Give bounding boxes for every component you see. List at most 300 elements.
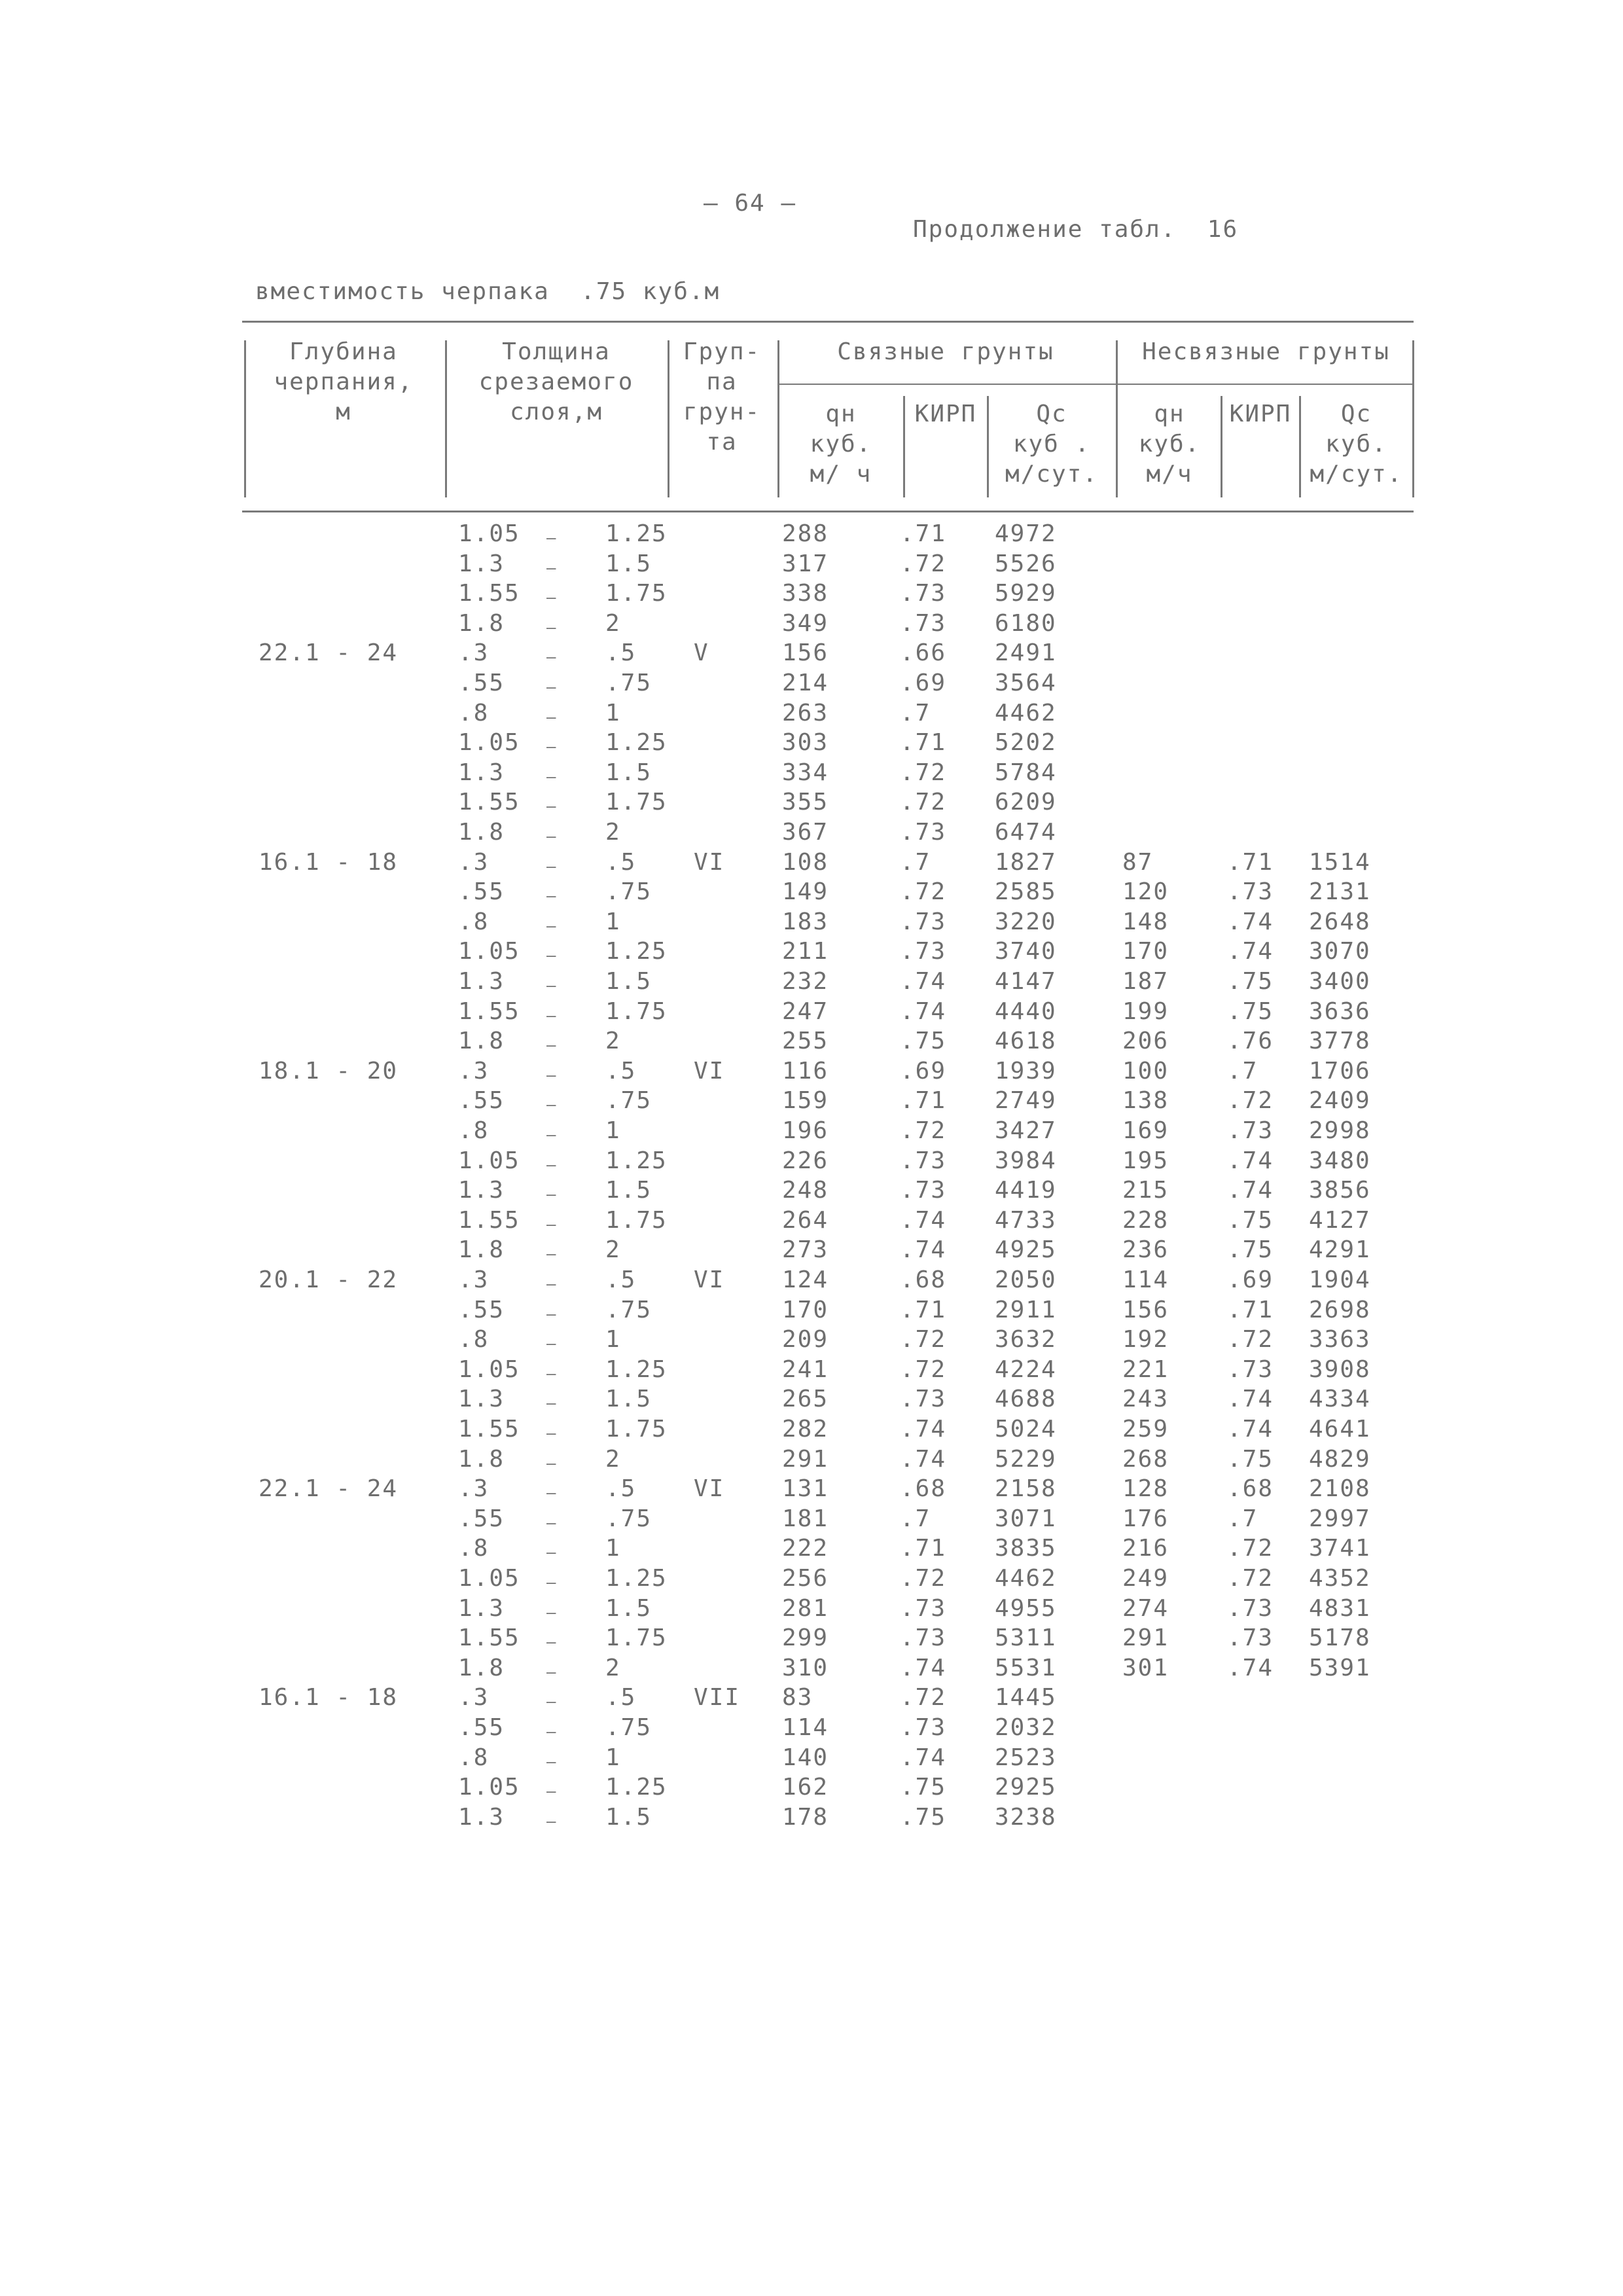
thickness-from-cell: .8 — [458, 699, 490, 726]
qc-cell: 2925 — [995, 1774, 1057, 1801]
soil-group-cell: VI — [694, 848, 725, 876]
soil-group-cell: VI — [694, 1475, 725, 1503]
qc-cell: 5784 — [995, 759, 1057, 786]
thickness-from-cell: .55 — [458, 1714, 505, 1741]
soil-group-cell: VI — [694, 1057, 725, 1085]
range-dash: — — [546, 946, 558, 965]
thickness-to-cell: .5 — [605, 1266, 637, 1293]
thickness-to-cell: 1.5 — [605, 759, 652, 786]
kirp-noncohesive-cell: .74 — [1227, 1654, 1274, 1681]
thickness-from-cell: .3 — [458, 1057, 490, 1085]
depth-cell: 20.1 - 22 — [259, 1266, 399, 1293]
range-dash: — — [546, 618, 558, 637]
kirp-noncohesive-cell: .72 — [1227, 1087, 1274, 1115]
range-dash: — — [546, 1573, 558, 1592]
kirp-cell: .71 — [900, 1296, 947, 1323]
thickness-to-cell: 2 — [605, 1445, 621, 1473]
qc-cell: 6180 — [995, 609, 1057, 637]
thickness-to-cell: 1.25 — [605, 1355, 668, 1383]
kirp-noncohesive-cell: .71 — [1227, 1296, 1274, 1323]
qh-cell: 273 — [782, 1236, 829, 1264]
thickness-to-cell: 1.75 — [605, 997, 668, 1025]
qc-noncohesive-cell: 4334 — [1309, 1386, 1371, 1413]
qc-noncohesive-cell: 4831 — [1309, 1594, 1371, 1622]
header-divider — [903, 396, 905, 497]
qh-cell: 288 — [782, 520, 829, 547]
qh-cell: 131 — [782, 1475, 829, 1503]
header-bottom-rule — [242, 511, 1414, 512]
thickness-from-cell: 1.55 — [458, 1206, 520, 1234]
thickness-from-cell: 1.05 — [458, 1355, 520, 1383]
thickness-to-cell: 1.75 — [605, 1624, 668, 1652]
qh-cell: 299 — [782, 1624, 829, 1652]
range-dash: — — [546, 1335, 558, 1354]
header-divider — [1412, 340, 1414, 497]
thickness-from-cell: 1.3 — [458, 1803, 505, 1831]
qh-noncohesive-cell: 187 — [1122, 968, 1169, 995]
kirp-noncohesive-cell: .74 — [1227, 1147, 1274, 1174]
thickness-to-cell: .75 — [605, 670, 652, 696]
qh-noncohesive-cell: 259 — [1122, 1416, 1169, 1443]
qc-cell: 1939 — [995, 1057, 1057, 1085]
range-dash: — — [546, 588, 558, 607]
header-divider — [1299, 396, 1301, 497]
qc-cell: 4147 — [995, 968, 1057, 995]
range-dash: — — [546, 1304, 558, 1323]
qh-noncohesive-cell: 221 — [1122, 1355, 1169, 1383]
kirp-cell: .69 — [900, 1057, 947, 1085]
qh-cell: 255 — [782, 1028, 829, 1055]
thickness-to-cell: 1.5 — [605, 1594, 652, 1622]
header-divider — [244, 340, 246, 497]
qc-noncohesive-cell: 1514 — [1309, 848, 1371, 876]
thickness-from-cell: 1.8 — [458, 1236, 505, 1264]
thickness-from-cell: .55 — [458, 1505, 505, 1532]
qh-noncohesive-cell: 87 — [1122, 848, 1154, 876]
header-noncohesive-soils: Несвязные грунты — [1142, 338, 1390, 365]
kirp-cell: .68 — [900, 1266, 947, 1293]
qc-noncohesive-cell: 4127 — [1309, 1206, 1371, 1234]
range-dash: — — [546, 797, 558, 816]
qh-noncohesive-cell: 176 — [1122, 1505, 1169, 1532]
qh-cell: 282 — [782, 1416, 829, 1443]
range-dash: — — [546, 1752, 558, 1771]
kirp-cell: .72 — [900, 1565, 947, 1592]
thickness-to-cell: .5 — [605, 848, 637, 876]
qc-cell: 4462 — [995, 1565, 1057, 1592]
qh-noncohesive-cell: 195 — [1122, 1147, 1169, 1174]
qh-noncohesive-cell: 148 — [1122, 908, 1169, 935]
qh-cell: 114 — [782, 1714, 829, 1741]
range-dash: — — [546, 1723, 558, 1741]
thickness-from-cell: 1.05 — [458, 1774, 520, 1801]
range-dash: — — [546, 1006, 558, 1025]
kirp-cell: .72 — [900, 878, 947, 906]
depth-cell: 22.1 - 24 — [259, 639, 399, 667]
kirp-cell: .73 — [900, 819, 947, 846]
qc-cell: 5229 — [995, 1445, 1057, 1473]
qh-cell: 263 — [782, 699, 829, 726]
kirp-cell: .74 — [900, 1206, 947, 1234]
qh-cell: 303 — [782, 729, 829, 757]
header-kirp-noncohesive: КИРП — [1229, 401, 1292, 427]
qh-noncohesive-cell: 114 — [1122, 1266, 1169, 1293]
kirp-cell: .73 — [900, 580, 947, 607]
kirp-cell: .66 — [900, 639, 947, 667]
range-dash: — — [546, 977, 558, 995]
qh-cell: 226 — [782, 1147, 829, 1174]
kirp-cell: .71 — [900, 1535, 947, 1562]
header-divider — [1221, 396, 1222, 497]
qh-cell: 281 — [782, 1594, 829, 1622]
qc-cell: 3427 — [995, 1117, 1057, 1144]
kirp-cell: .7 — [900, 848, 931, 876]
thickness-to-cell: 2 — [605, 609, 621, 637]
range-dash: — — [546, 1603, 558, 1622]
qh-cell: 170 — [782, 1296, 829, 1323]
thickness-to-cell: .5 — [605, 639, 637, 667]
thickness-from-cell: .8 — [458, 1326, 490, 1354]
kirp-cell: .73 — [900, 938, 947, 965]
qh-cell: 264 — [782, 1206, 829, 1234]
thickness-from-cell: 1.3 — [458, 550, 505, 577]
qh-cell: 355 — [782, 789, 829, 816]
thickness-from-cell: .3 — [458, 1266, 490, 1293]
qc-cell: 2491 — [995, 639, 1057, 667]
kirp-cell: .75 — [900, 1774, 947, 1801]
bucket-capacity-line: вместимость черпака .75 куб.м — [255, 278, 721, 305]
header-subgroup-rule — [779, 384, 1414, 385]
qh-noncohesive-cell: 216 — [1122, 1535, 1169, 1562]
qc-cell: 5202 — [995, 729, 1057, 757]
qc-noncohesive-cell: 2698 — [1309, 1296, 1371, 1323]
thickness-from-cell: 1.05 — [458, 1565, 520, 1592]
qh-noncohesive-cell: 243 — [1122, 1386, 1169, 1413]
kirp-noncohesive-cell: .72 — [1227, 1565, 1274, 1592]
qc-noncohesive-cell: 1706 — [1309, 1057, 1371, 1085]
kirp-noncohesive-cell: .74 — [1227, 1416, 1274, 1443]
range-dash: — — [546, 648, 558, 667]
range-dash: — — [546, 1543, 558, 1562]
qc-noncohesive-cell: 4641 — [1309, 1416, 1371, 1443]
kirp-cell: .73 — [900, 908, 947, 935]
qc-noncohesive-cell: 5178 — [1309, 1624, 1371, 1652]
qc-cell: 6209 — [995, 789, 1057, 816]
kirp-noncohesive-cell: .7 — [1227, 1057, 1258, 1085]
kirp-cell: .72 — [900, 1684, 947, 1712]
thickness-to-cell: .75 — [605, 878, 652, 906]
header-qc-noncohesive: Qc куб. м/сут. — [1310, 401, 1403, 488]
qh-cell: 124 — [782, 1266, 829, 1293]
thickness-from-cell: 1.55 — [458, 1416, 520, 1443]
kirp-noncohesive-cell: .73 — [1227, 1594, 1274, 1622]
thickness-to-cell: 1.5 — [605, 1386, 652, 1413]
thickness-to-cell: .5 — [605, 1475, 637, 1503]
kirp-noncohesive-cell: .75 — [1227, 997, 1274, 1025]
qh-noncohesive-cell: 100 — [1122, 1057, 1169, 1085]
range-dash: — — [546, 1394, 558, 1413]
qh-cell: 183 — [782, 908, 829, 935]
qc-cell: 2032 — [995, 1714, 1057, 1741]
qc-noncohesive-cell: 5391 — [1309, 1654, 1371, 1681]
qc-cell: 3984 — [995, 1147, 1057, 1174]
kirp-cell: .73 — [900, 1624, 947, 1652]
kirp-cell: .74 — [900, 1416, 947, 1443]
thickness-from-cell: 1.55 — [458, 789, 520, 816]
header-cohesive-soils: Связные грунты — [837, 338, 1054, 365]
kirp-noncohesive-cell: .75 — [1227, 1206, 1274, 1234]
qh-cell: 211 — [782, 938, 829, 965]
qc-noncohesive-cell: 3070 — [1309, 938, 1371, 965]
qc-noncohesive-cell: 3480 — [1309, 1147, 1371, 1174]
thickness-from-cell: .8 — [458, 908, 490, 935]
qc-cell: 2050 — [995, 1266, 1057, 1293]
qc-cell: 3071 — [995, 1505, 1057, 1532]
range-dash: — — [546, 1066, 558, 1085]
kirp-noncohesive-cell: .74 — [1227, 938, 1274, 965]
kirp-cell: .72 — [900, 1355, 947, 1383]
qh-cell: 256 — [782, 1565, 829, 1592]
qc-noncohesive-cell: 4829 — [1309, 1445, 1371, 1473]
range-dash: — — [546, 529, 558, 547]
range-dash: — — [546, 1513, 558, 1532]
thickness-to-cell: 1 — [605, 908, 621, 935]
kirp-cell: .71 — [900, 729, 947, 757]
thickness-to-cell: .75 — [605, 1296, 652, 1323]
thickness-to-cell: 1.5 — [605, 1803, 652, 1831]
range-dash: — — [546, 857, 558, 876]
kirp-noncohesive-cell: .73 — [1227, 1355, 1274, 1383]
qc-noncohesive-cell: 2648 — [1309, 908, 1371, 935]
kirp-noncohesive-cell: .73 — [1227, 878, 1274, 906]
kirp-cell: .75 — [900, 1803, 947, 1831]
kirp-cell: .72 — [900, 1326, 947, 1354]
qh-noncohesive-cell: 206 — [1122, 1028, 1169, 1055]
qh-noncohesive-cell: 199 — [1122, 997, 1169, 1025]
range-dash: — — [546, 738, 558, 757]
qh-noncohesive-cell: 291 — [1122, 1624, 1169, 1652]
thickness-from-cell: 1.3 — [458, 1594, 505, 1622]
thickness-from-cell: 1.8 — [458, 1654, 505, 1681]
thickness-to-cell: 1.5 — [605, 968, 652, 995]
qc-noncohesive-cell: 3741 — [1309, 1535, 1371, 1562]
depth-cell: 16.1 - 18 — [259, 1684, 399, 1712]
depth-cell: 18.1 - 20 — [259, 1057, 399, 1085]
range-dash: — — [546, 1185, 558, 1204]
thickness-to-cell: 1.75 — [605, 1206, 668, 1234]
thickness-to-cell: 1.25 — [605, 1565, 668, 1592]
page-number: — 64 — — [704, 190, 797, 217]
thickness-from-cell: 1.55 — [458, 997, 520, 1025]
kirp-cell: .71 — [900, 1087, 947, 1115]
kirp-noncohesive-cell: .71 — [1227, 848, 1274, 876]
qc-cell: 2523 — [995, 1744, 1057, 1771]
thickness-to-cell: 2 — [605, 819, 621, 846]
thickness-from-cell: .55 — [458, 878, 505, 906]
qc-cell: 1445 — [995, 1684, 1057, 1712]
kirp-cell: .72 — [900, 759, 947, 786]
thickness-to-cell: 2 — [605, 1236, 621, 1264]
kirp-cell: .73 — [900, 609, 947, 637]
header-qh-noncohesive: qн куб. м/ч — [1138, 401, 1201, 488]
qc-noncohesive-cell: 3400 — [1309, 968, 1371, 995]
qc-cell: 4419 — [995, 1177, 1057, 1204]
qh-cell: 178 — [782, 1803, 829, 1831]
qh-cell: 116 — [782, 1057, 829, 1085]
kirp-noncohesive-cell: .76 — [1227, 1028, 1274, 1055]
qc-cell: 4955 — [995, 1594, 1057, 1622]
range-dash: — — [546, 558, 558, 577]
qc-cell: 2158 — [995, 1475, 1057, 1503]
thickness-to-cell: 1.25 — [605, 520, 668, 547]
qc-noncohesive-cell: 3636 — [1309, 997, 1371, 1025]
qh-noncohesive-cell: 138 — [1122, 1087, 1169, 1115]
kirp-cell: .73 — [900, 1177, 947, 1204]
thickness-from-cell: 1.05 — [458, 729, 520, 757]
thickness-to-cell: 1.5 — [605, 550, 652, 577]
thickness-from-cell: 1.05 — [458, 938, 520, 965]
range-dash: — — [546, 1662, 558, 1681]
thickness-to-cell: .75 — [605, 1714, 652, 1741]
header-depth: Глубина черпания, м — [274, 338, 414, 425]
qc-cell: 2911 — [995, 1296, 1057, 1323]
header-qh: qн куб. м/ ч — [810, 401, 872, 488]
header-top-rule — [242, 321, 1414, 323]
thickness-to-cell: 1 — [605, 699, 621, 726]
qh-cell: 241 — [782, 1355, 829, 1383]
range-dash: — — [546, 1215, 558, 1234]
qh-noncohesive-cell: 192 — [1122, 1326, 1169, 1354]
kirp-cell: .74 — [900, 1744, 947, 1771]
thickness-from-cell: 1.05 — [458, 520, 520, 547]
qh-cell: 291 — [782, 1445, 829, 1473]
kirp-noncohesive-cell: .74 — [1227, 908, 1274, 935]
qh-cell: 232 — [782, 968, 829, 995]
qc-noncohesive-cell: 3778 — [1309, 1028, 1371, 1055]
range-dash: — — [546, 767, 558, 786]
thickness-from-cell: 1.3 — [458, 1386, 505, 1413]
depth-cell: 16.1 - 18 — [259, 848, 399, 876]
table-continuation-caption: Продолжение табл. 16 — [913, 216, 1239, 243]
qc-cell: 1827 — [995, 848, 1057, 876]
qc-cell: 5531 — [995, 1654, 1057, 1681]
qh-cell: 334 — [782, 759, 829, 786]
kirp-cell: .72 — [900, 789, 947, 816]
thickness-to-cell: .5 — [605, 1057, 637, 1085]
kirp-cell: .74 — [900, 997, 947, 1025]
qc-noncohesive-cell: 2997 — [1309, 1505, 1371, 1532]
thickness-to-cell: 1.25 — [605, 729, 668, 757]
header-thickness: Толщина срезаемого слоя,м — [478, 338, 634, 425]
range-dash: — — [546, 1484, 558, 1503]
header-qc: Qc куб . м/сут. — [1005, 401, 1099, 488]
thickness-from-cell: .55 — [458, 1296, 505, 1323]
kirp-noncohesive-cell: .75 — [1227, 968, 1274, 995]
qh-cell: 248 — [782, 1177, 829, 1204]
header-soil-group: Груп- па грун- та — [683, 338, 761, 456]
qc-cell: 3740 — [995, 938, 1057, 965]
thickness-from-cell: 1.3 — [458, 968, 505, 995]
qh-cell: 367 — [782, 819, 829, 846]
kirp-noncohesive-cell: .69 — [1227, 1266, 1274, 1293]
qh-cell: 317 — [782, 550, 829, 577]
qh-noncohesive-cell: 156 — [1122, 1296, 1169, 1323]
qh-cell: 222 — [782, 1535, 829, 1562]
qc-noncohesive-cell: 2131 — [1309, 878, 1371, 906]
kirp-cell: .73 — [900, 1386, 947, 1413]
range-dash: — — [546, 1633, 558, 1652]
qh-cell: 265 — [782, 1386, 829, 1413]
range-dash: — — [546, 1126, 558, 1144]
qh-noncohesive-cell: 215 — [1122, 1177, 1169, 1204]
kirp-cell: .74 — [900, 968, 947, 995]
qc-cell: 4618 — [995, 1028, 1057, 1055]
qh-cell: 247 — [782, 997, 829, 1025]
kirp-noncohesive-cell: .75 — [1227, 1445, 1274, 1473]
thickness-to-cell: 2 — [605, 1654, 621, 1681]
depth-cell: 22.1 - 24 — [259, 1475, 399, 1503]
kirp-cell: .69 — [900, 670, 947, 696]
soil-group-cell: V — [694, 639, 709, 667]
thickness-to-cell: .75 — [605, 1505, 652, 1532]
range-dash: — — [546, 1424, 558, 1443]
qc-cell: 4688 — [995, 1386, 1057, 1413]
thickness-to-cell: 1 — [605, 1744, 621, 1771]
thickness-from-cell: 1.8 — [458, 1028, 505, 1055]
header-divider — [777, 340, 779, 497]
thickness-from-cell: 1.3 — [458, 1177, 505, 1204]
qc-cell: 3632 — [995, 1326, 1057, 1354]
header-divider — [987, 396, 989, 497]
thickness-from-cell: 1.55 — [458, 1624, 520, 1652]
kirp-cell: .73 — [900, 1147, 947, 1174]
range-dash: — — [546, 708, 558, 726]
kirp-cell: .75 — [900, 1028, 947, 1055]
thickness-to-cell: 1.5 — [605, 1177, 652, 1204]
soil-group-cell: VII — [694, 1684, 741, 1712]
thickness-to-cell: 1 — [605, 1535, 621, 1562]
qh-cell: 159 — [782, 1087, 829, 1115]
qh-noncohesive-cell: 120 — [1122, 878, 1169, 906]
qh-noncohesive-cell: 249 — [1122, 1565, 1169, 1592]
kirp-cell: .74 — [900, 1236, 947, 1264]
qc-noncohesive-cell: 4291 — [1309, 1236, 1371, 1264]
qh-cell: 149 — [782, 878, 829, 906]
kirp-noncohesive-cell: .73 — [1227, 1117, 1274, 1144]
thickness-from-cell: .3 — [458, 1475, 490, 1503]
qc-cell: 5311 — [995, 1624, 1057, 1652]
range-dash: — — [546, 678, 558, 696]
qh-cell: 162 — [782, 1774, 829, 1801]
qh-cell: 310 — [782, 1654, 829, 1681]
qc-noncohesive-cell: 3856 — [1309, 1177, 1371, 1204]
qh-cell: 181 — [782, 1505, 829, 1532]
qh-noncohesive-cell: 128 — [1122, 1475, 1169, 1503]
qc-cell: 6474 — [995, 819, 1057, 846]
thickness-from-cell: .3 — [458, 639, 490, 667]
qh-cell: 349 — [782, 609, 829, 637]
header-divider — [445, 340, 447, 497]
qh-cell: 338 — [782, 580, 829, 607]
thickness-to-cell: 1 — [605, 1326, 621, 1354]
thickness-to-cell: .75 — [605, 1087, 652, 1115]
thickness-to-cell: .5 — [605, 1684, 637, 1712]
thickness-from-cell: .8 — [458, 1744, 490, 1771]
qc-noncohesive-cell: 4352 — [1309, 1565, 1371, 1592]
qc-cell: 2749 — [995, 1087, 1057, 1115]
qc-noncohesive-cell: 2108 — [1309, 1475, 1371, 1503]
range-dash: — — [546, 1812, 558, 1831]
